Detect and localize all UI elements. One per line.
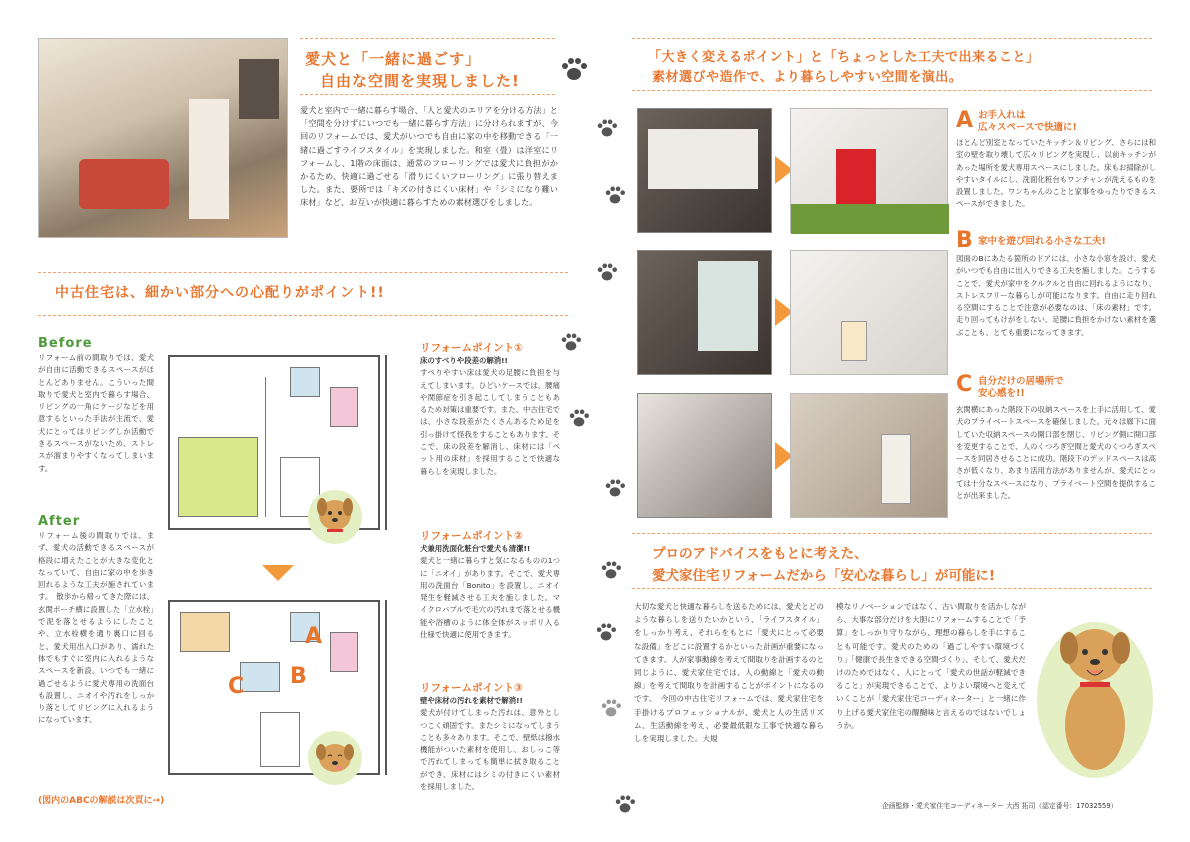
right-header-line1: 「大きく変えるポイント」と「ちょっとした工夫で出来ること」	[648, 50, 1040, 65]
photo-a-after	[790, 108, 948, 233]
plan-label-b: B	[290, 664, 307, 689]
arrow-down-icon	[262, 565, 294, 581]
paw-icon	[560, 332, 582, 352]
paw-icon	[568, 408, 590, 428]
section-divider-top	[38, 272, 568, 273]
item-a-letter: A	[956, 108, 974, 133]
after-plan-stairs	[260, 712, 300, 767]
photo-c-after	[790, 393, 948, 518]
reform-point-1-body: すべりやすい床は愛犬の足腰に負担を与えてしまいます。ひどいケースでは、腰痛や関節症を引き起こしてしまうこともあるため対策は重要です。また、中古住宅では、小さな段差がたくさんあるため足を引っ掛けて怪我をすることもあります。そこで、床の段差を解消し、床材には「ペット用の床材」を採用することで快適な暮らしを実現しました。	[420, 368, 560, 476]
advice-col1: 大切な愛犬と快適な暮らしを送るためには、愛犬とどのような暮らしを送りたいかという、「ライフスタイル」をしっかり考え、それらをもとに「愛犬にとって必要な設備」をどこに設置するかといった計画が重要になってきます。人が家事動線を考えて間取りを計画するのと同じように、愛犬家住宅では、人の動線と「愛犬の動線」を考えて間取りを計画することがポイントになるのです。 今回の中古住宅リフォームでは、愛犬家住宅を手掛けるプロフェッショナルが、愛犬と人の生活リズム、生活動線を考え、必要最低限な工事で快適な暮らしを実現しました。大規	[634, 602, 824, 744]
item-c-title-line2: 安心感を!!	[978, 388, 1025, 399]
reform-point-2-lead: 犬兼用洗面化粧台で愛犬も清潔!!	[420, 544, 531, 553]
right-header-divider-top	[632, 38, 1152, 39]
dog-illustration-2	[305, 728, 365, 788]
after-body: リフォーム後の間取りでは、まず、愛犬の活動できるスペースが格段に増えたことが大きな変化となっていて、自由に家の中を歩き回れるような工夫が施されています。 散歩から帰ってきた際には、玄関ポーチ横に設置した「立水栓」で泥を落とせるようにしたことや、立水栓横を通り裏口に回ると、愛犬用出入口があり、濡れた体でもすぐに室内に入れるようなスペースを新設。いつでも一緒に過ごせるように愛犬専用の洗面台も設置し、ニオイや汚れをしっかり落としてリビングに入れるようになっています。	[38, 531, 154, 725]
photo-a-before-wall	[648, 129, 758, 189]
paw-icon	[614, 794, 636, 814]
after-heading: After	[38, 514, 81, 529]
reform-point-3-title: リフォームポイント③	[420, 682, 523, 694]
window-shape	[239, 59, 279, 119]
pillar-shape	[189, 99, 229, 219]
hero-title-line2: 自由な空間を実現しました!	[320, 72, 520, 90]
reform-point-1-title: リフォームポイント①	[420, 342, 523, 354]
photo-b-before-window	[698, 261, 758, 351]
item-b-letter: B	[956, 228, 973, 253]
reform-point-2-body: 愛犬と一緒に暮らすと気になるものの1つに「ニオイ」があります。そこで、愛犬専用の洗面台「Bonito」を設置し、ニオイ発生を軽減させる工夫を施しました。マイクロバブルで毛穴の汚れまで落とせる機能や浴槽のように体全体がスッポリ入る仕様で快適に使用できます。	[420, 556, 560, 640]
living-room-photo	[38, 38, 288, 238]
dog-illustration-3	[1035, 600, 1155, 780]
reform-point-2	[420, 528, 560, 641]
plan-footnote: (図内のABCの解説は次頁に→)	[38, 796, 165, 806]
photo-a-mat	[791, 204, 949, 234]
after-plan-dining	[180, 612, 230, 652]
reform-point-3	[420, 680, 560, 793]
advice-divider-top	[632, 533, 1152, 534]
photo-a-sink	[836, 149, 876, 204]
section-title: 中古住宅は、細かい部分への心配りがポイント!!	[55, 285, 385, 301]
before-plan-toilet	[330, 387, 358, 427]
dog-illustration-1	[305, 485, 365, 547]
paw-icon	[596, 262, 618, 282]
after-plan-edge	[385, 600, 399, 775]
photo-b-after	[790, 250, 948, 375]
section-divider-bottom	[38, 315, 568, 316]
item-a-body: ほとんど別室となっていたキッチン＆リビング、さらには和室の壁を取り壊して広々リビングを実現し、以前キッチンがあった場所を愛犬専用スペースにしました。床もお掃除がしやすいタイルにし、洗面化粧台もワンチャンが洗えるものを設置しました。ワンちゃんのことと家事をゆったりできるスペースができました。	[956, 138, 1156, 209]
advice-col2: 模なリノベーションではなく、古い間取りを活かしながら、大事な部分だけを大胆にリフォームすることで「予算」をしっかり守りながら、理想の暮らしを手にすることも可能です。愛犬のための「過ごしやすい環境づくり」「健康で長生きできる空間づくり」、そして、愛犬だけのためではなく、人にとって「愛犬の世話が軽減できること」が実現できることで、よりよい環境へと変えていくことが「愛犬家住宅コーディネーター」と一緒に作り上げる愛犬家住宅の醍醐味と言えるのではないでしょうか。	[836, 602, 1026, 730]
hero-title-divider-bottom	[300, 94, 555, 95]
item-c-title-line1: 自分だけの居場所で	[978, 376, 1064, 387]
right-header-divider-bottom	[632, 90, 1152, 91]
photo-c-before	[637, 393, 772, 518]
item-a-title-line1: お手入れは	[978, 110, 1026, 121]
photo-a-before	[637, 108, 772, 233]
item-c-body: 玄関横にあった階段下の収納スペースを上手に活用して、愛犬のプライベートスペースを確保しました。元々は廊下に面していた収納スペースの開口部を閉じ、リビング側に開口部を変更することで、人のくつろぎ空間と愛犬のくつろぎスペースを同居させることに成功。階段下のデッドスペースは高さが低くなり、あまり活用方法がありませんが、愛犬にとっては十分なスペースになり、プライベート空間を提供することが出来ました。	[956, 405, 1156, 501]
advice-title-line1: プロのアドバイスをもとに考えた、	[652, 546, 868, 562]
paw-icon	[560, 56, 588, 82]
before-plan-tatami	[178, 437, 258, 517]
credit-line: 企画監修・愛犬家住宅コーディネーター 大西 拓司（認定番号：17032559）	[882, 802, 1118, 810]
photo-b-pet-door	[841, 321, 867, 361]
advice-divider-bottom	[632, 588, 1152, 589]
paw-icon	[604, 478, 626, 498]
reform-point-2-title: リフォームポイント②	[420, 530, 523, 542]
reform-point-1-lead: 床のすべりや段差の解消!!	[420, 356, 508, 365]
reform-point-3-lead: 壁や床材の汚れを素材で解消!!	[420, 696, 523, 705]
reform-point-1	[420, 340, 560, 478]
paw-icon	[595, 622, 617, 642]
before-plan-wall	[265, 377, 266, 517]
item-c-letter: C	[956, 372, 973, 397]
paw-icon	[604, 185, 626, 205]
before-body: リフォーム前の間取りでは、愛犬が自由に活動できるスペースがほとんどありません。こういった間取りで愛犬と室内で暮らす場合、リビングの一角にケージなどを用意するといった手法が主流で、愛犬にとってはリビングしか活動できるスペースがないため、ストレスが溜まりやすくなってしまいます。	[38, 353, 154, 473]
item-b-title-line1: 家中を遊び回れる小さな工夫!	[978, 236, 1106, 247]
paw-icon	[600, 560, 622, 580]
item-b-body: 図面のBにあたる箇所のドアには、小さな小窓を設け、愛犬がいつでも自由に出入りできる工夫を施しました。こうすることで、愛犬が家中をクルクルと自由に回れるようになり、ストレスフリーな暮らしが可能になります。自由に走り回れる空間にすることで注意が必要なのは、「床の素材」です。走り回ってもけがをしない、足腰に負担をかけない素材を選ぶことも、とても重要になってきます。	[956, 254, 1156, 337]
photo-c-nook	[881, 434, 911, 504]
item-a-title-line2: 広々スペースで快適に!	[978, 122, 1077, 133]
hero-title-line1: 愛犬と「一緒に過ごす」	[305, 50, 482, 68]
photo-b-before	[637, 250, 772, 375]
after-plan-toilet	[330, 632, 358, 672]
before-plan-edge	[385, 355, 399, 530]
reform-point-3-body: 愛犬が付けてしまった汚れは、意外としつこく頑固です。またシミになってしまうことも多々あります。そこで、壁紙は撥水機能がついた素材を使用し、おしっこ等で汚れてしまっても簡単に拭き取ることができ、床材にはシミの付きにくい素材を採用しました。	[420, 708, 560, 792]
paw-icon	[600, 698, 622, 718]
right-header-line2: 素材選びや造作で、より暮らしやすい空間を演出。	[652, 70, 963, 85]
hero-body: 愛犬と室内で一緒に暮らす場合、「人と愛犬のエリアを分ける方法」と「空間を分けずにいつでも一緒に暮らす方法」に分けられますが、今回のリフォームでは、愛犬がいつでも自由に家の中を移動できる「一緒に過ごすライフスタイル」を実現しました。和室（畳）は洋室にリフォームし、1階の床面は、通常のフローリングでは愛犬に負担がかかるため、快適に過ごせる「滑りにくいフローリング」に張り替えました。また、要所では「キズの付きにくい床材」や「シミになり難い床材」など、お互いが快適に暮らすための素材選びをしました。	[300, 105, 558, 208]
hero-title-divider-top	[300, 38, 555, 39]
plan-label-c: C	[228, 674, 245, 699]
advice-title-line2: 愛犬家住宅リフォームだから「安心な暮らし」が可能に!	[652, 568, 995, 584]
sofa-shape	[79, 159, 169, 209]
before-plan-bath	[290, 367, 320, 397]
paw-icon	[596, 118, 618, 138]
plan-label-a: A	[305, 624, 323, 649]
after-plan-sink	[240, 662, 280, 692]
before-heading: Before	[38, 336, 93, 351]
